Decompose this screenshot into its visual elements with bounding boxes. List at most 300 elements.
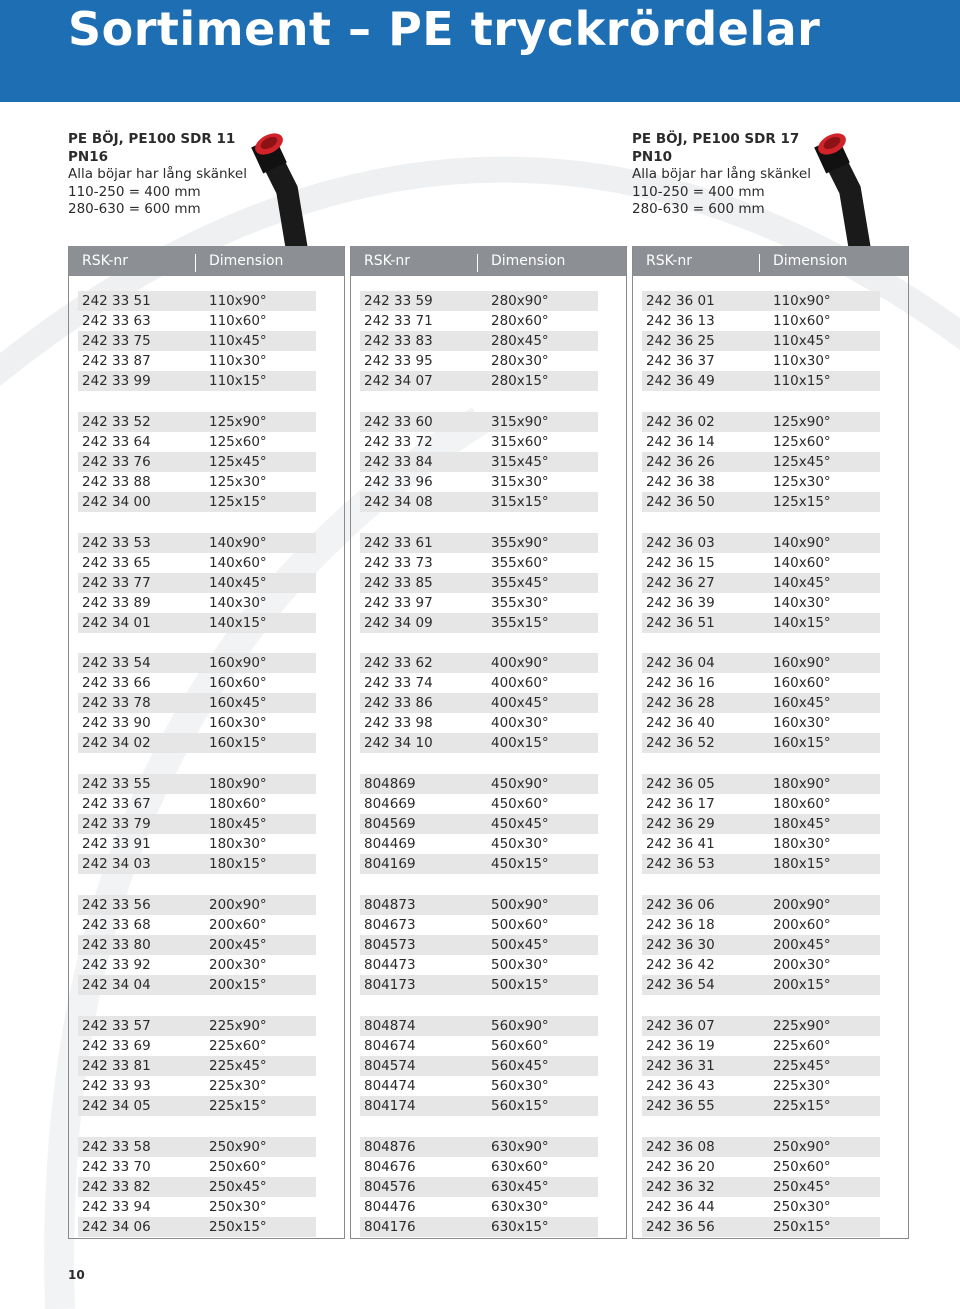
dimension-value: 355x30° xyxy=(491,594,549,611)
rsk-number: 242 36 08 xyxy=(646,1138,715,1155)
dimension-value: 125x30° xyxy=(209,473,267,490)
dimension-value: 225x60° xyxy=(209,1037,267,1054)
rsk-number: 804869 xyxy=(364,776,416,793)
dimension-value: 500x30° xyxy=(491,957,549,973)
rsk-number: 242 33 70 xyxy=(82,1158,151,1175)
rsk-number: 804573 xyxy=(364,937,416,953)
rsk-number: 242 33 82 xyxy=(82,1178,151,1195)
table-row xyxy=(642,693,880,713)
dimension-value: 110x45° xyxy=(209,333,267,349)
rsk-number: 242 33 77 xyxy=(82,574,151,591)
row-group xyxy=(360,1016,598,1116)
dimension-value: 355x60° xyxy=(491,554,549,571)
table-row xyxy=(78,492,316,512)
table-row xyxy=(642,794,880,814)
rsk-number: 242 33 79 xyxy=(82,816,151,833)
dimension-value: 250x60° xyxy=(773,1158,831,1175)
rsk-number: 242 33 74 xyxy=(364,675,433,692)
rsk-number: 804873 xyxy=(364,897,416,913)
table-row xyxy=(360,613,598,633)
rsk-number: 242 36 52 xyxy=(646,735,715,752)
row-group xyxy=(78,412,316,512)
rsk-number: 242 36 29 xyxy=(646,816,715,833)
table-row xyxy=(78,1016,316,1036)
rsk-number: 804876 xyxy=(364,1138,416,1155)
table-row xyxy=(642,1096,880,1116)
rsk-number: 242 36 50 xyxy=(646,493,715,510)
rsk-number: 804673 xyxy=(364,917,416,933)
dimension-value: 110x60° xyxy=(209,313,267,329)
dimension-value: 500x45° xyxy=(491,937,549,953)
product-title: PE BÖJ, PE100 SDR 11 xyxy=(68,131,236,147)
rsk-number: 242 33 88 xyxy=(82,473,151,490)
table-row xyxy=(360,693,598,713)
dimension-value: 225x45° xyxy=(773,1057,831,1074)
rsk-number: 242 33 86 xyxy=(364,695,433,712)
header-divider xyxy=(759,254,760,272)
dimension-value: 280x30° xyxy=(491,353,549,369)
dimension-value: 450x90° xyxy=(491,776,549,793)
table-row xyxy=(78,653,316,673)
dimension-value: 200x30° xyxy=(773,957,831,973)
dimension-value: 200x30° xyxy=(209,957,267,973)
rsk-number: 242 36 05 xyxy=(646,776,715,793)
table-row xyxy=(78,291,316,311)
table-row xyxy=(642,834,880,854)
table-row xyxy=(642,573,880,593)
table-row xyxy=(642,955,880,975)
rsk-number: 804569 xyxy=(364,816,416,833)
table-row xyxy=(360,774,598,794)
rsk-number: 242 33 57 xyxy=(82,1017,151,1034)
table-row xyxy=(78,733,316,753)
rsk-number: 804474 xyxy=(364,1077,416,1094)
page-title: Sortiment – PE tryckrördelar xyxy=(68,2,821,56)
table-row xyxy=(360,1217,598,1237)
row-group xyxy=(78,653,316,753)
rsk-number: 242 33 63 xyxy=(82,313,151,329)
rsk-number: 242 34 06 xyxy=(82,1218,151,1235)
pipe-bend-image xyxy=(808,128,893,253)
dimension-value: 180x30° xyxy=(209,836,267,853)
rsk-number: 242 33 60 xyxy=(364,413,433,430)
table-row xyxy=(360,834,598,854)
table-row xyxy=(642,1137,880,1157)
table-row xyxy=(78,975,316,995)
rsk-number: 242 33 95 xyxy=(364,353,433,369)
rsk-number: 242 36 02 xyxy=(646,413,715,430)
table-row xyxy=(78,935,316,955)
dimension-value: 630x45° xyxy=(491,1178,549,1195)
rsk-number: 242 36 53 xyxy=(646,856,715,873)
header-divider xyxy=(195,254,196,272)
rsk-number: 242 33 56 xyxy=(82,897,151,913)
dimension-value: 250x45° xyxy=(209,1178,267,1195)
table-row xyxy=(78,573,316,593)
table-row xyxy=(360,975,598,995)
table-row xyxy=(78,371,316,391)
rsk-number: 242 33 58 xyxy=(82,1138,151,1155)
dimension-value: 140x45° xyxy=(773,574,831,591)
rsk-number: 242 33 85 xyxy=(364,574,433,591)
rsk-number: 242 34 02 xyxy=(82,735,151,752)
rsk-number: 242 33 59 xyxy=(364,293,433,309)
dimension-value: 140x60° xyxy=(773,554,831,571)
dimension-value: 125x15° xyxy=(209,493,267,510)
rsk-number: 242 33 97 xyxy=(364,594,433,611)
rsk-number: 242 36 56 xyxy=(646,1218,715,1235)
rsk-number: 242 36 01 xyxy=(646,293,715,309)
table-row xyxy=(642,673,880,693)
table-row xyxy=(642,533,880,553)
rsk-number: 242 33 67 xyxy=(82,796,151,813)
rsk-number: 242 34 09 xyxy=(364,614,433,631)
rsk-number: 242 33 61 xyxy=(364,534,433,551)
dimension-value: 400x15° xyxy=(491,735,549,752)
table-row xyxy=(360,1036,598,1056)
rsk-number: 242 33 99 xyxy=(82,373,151,389)
table-row xyxy=(78,693,316,713)
rsk-number: 242 33 76 xyxy=(82,453,151,470)
dimension-value: 315x90° xyxy=(491,413,549,430)
table-row xyxy=(360,1177,598,1197)
pressure-class: PN10 xyxy=(632,148,672,165)
dimension-value: 560x30° xyxy=(491,1077,549,1094)
table-row xyxy=(360,794,598,814)
rsk-number: 242 33 72 xyxy=(364,433,433,450)
dimension-value: 225x15° xyxy=(209,1097,267,1114)
dimension-value: 225x30° xyxy=(209,1077,267,1094)
rsk-number: 242 36 04 xyxy=(646,655,715,672)
table-row xyxy=(642,653,880,673)
row-group xyxy=(78,1016,316,1116)
row-group xyxy=(78,774,316,874)
rsk-number: 804576 xyxy=(364,1178,416,1195)
table-column-1 xyxy=(68,246,345,1239)
dimension-value: 140x15° xyxy=(773,614,831,631)
dimension-value: 280x90° xyxy=(491,293,549,309)
rsk-number: 242 36 31 xyxy=(646,1057,715,1074)
rsk-number: 242 36 44 xyxy=(646,1198,715,1215)
product-intro-sdr11 xyxy=(68,131,247,219)
dimension-value: 225x90° xyxy=(209,1017,267,1034)
table-row xyxy=(78,1197,316,1217)
table-row xyxy=(78,1076,316,1096)
table-row xyxy=(360,955,598,975)
table-row xyxy=(78,351,316,371)
table-row xyxy=(360,854,598,874)
dimension-value: 450x15° xyxy=(491,856,549,873)
table-row xyxy=(360,472,598,492)
length-spec-1: 110-250 = 400 mm xyxy=(68,183,201,200)
dimension-value: 140x45° xyxy=(209,574,267,591)
rsk-number: 242 36 30 xyxy=(646,937,715,953)
dimension-value: 250x45° xyxy=(773,1178,831,1195)
table-row xyxy=(360,915,598,935)
dimension-value: 160x45° xyxy=(209,695,267,712)
row-group xyxy=(642,1137,880,1237)
table-row xyxy=(78,814,316,834)
dimension-value: 160x60° xyxy=(773,675,831,692)
table-row xyxy=(642,975,880,995)
rsk-number: 242 36 27 xyxy=(646,574,715,591)
dimension-value: 500x60° xyxy=(491,917,549,933)
rsk-number: 242 36 55 xyxy=(646,1097,715,1114)
rsk-number: 804676 xyxy=(364,1158,416,1175)
dimension-value: 125x60° xyxy=(209,433,267,450)
table-row xyxy=(78,452,316,472)
rsk-number: 242 33 66 xyxy=(82,675,151,692)
rsk-number: 804669 xyxy=(364,796,416,813)
dimension-value: 125x15° xyxy=(773,493,831,510)
table-row xyxy=(360,371,598,391)
table-header xyxy=(633,246,908,276)
rsk-number: 242 36 06 xyxy=(646,897,715,913)
rsk-number: 242 33 69 xyxy=(82,1037,151,1054)
table-row xyxy=(360,593,598,613)
dimension-value: 315x15° xyxy=(491,493,549,510)
dimension-value: 180x60° xyxy=(209,796,267,813)
product-note: Alla böjar har lång skänkel xyxy=(632,166,811,182)
table-row xyxy=(78,673,316,693)
table-row xyxy=(78,774,316,794)
dimension-value: 400x30° xyxy=(491,715,549,732)
table-row xyxy=(78,1036,316,1056)
rsk-number: 242 36 32 xyxy=(646,1178,715,1195)
rsk-number: 242 36 14 xyxy=(646,433,715,450)
table-row xyxy=(642,915,880,935)
table-row xyxy=(78,834,316,854)
table-row xyxy=(642,291,880,311)
dimension-value: 110x90° xyxy=(209,293,267,309)
dimension-value: 400x45° xyxy=(491,695,549,712)
rsk-number: 242 33 80 xyxy=(82,937,151,953)
row-group xyxy=(78,895,316,995)
table-row xyxy=(78,1056,316,1076)
row-group xyxy=(642,774,880,874)
pressure-class: PN16 xyxy=(68,148,108,165)
rsk-number: 242 33 68 xyxy=(82,917,151,933)
rsk-number: 242 36 51 xyxy=(646,614,715,631)
table-row xyxy=(78,1096,316,1116)
page-number: 10 xyxy=(68,1268,85,1282)
table-row xyxy=(78,955,316,975)
dimension-value: 140x60° xyxy=(209,554,267,571)
dimension-value: 225x15° xyxy=(773,1097,831,1114)
table-row xyxy=(78,472,316,492)
dimension-value: 110x15° xyxy=(209,373,267,389)
dimension-value: 110x90° xyxy=(773,293,831,309)
table-row xyxy=(642,814,880,834)
rsk-number: 242 34 01 xyxy=(82,614,151,631)
table-row xyxy=(360,412,598,432)
table-row xyxy=(360,432,598,452)
table-row xyxy=(360,814,598,834)
rsk-number: 242 36 19 xyxy=(646,1037,715,1054)
table-row xyxy=(642,1036,880,1056)
table-row xyxy=(360,733,598,753)
dimension-value: 450x45° xyxy=(491,816,549,833)
dimension-value: 180x60° xyxy=(773,796,831,813)
rsk-number: 242 33 64 xyxy=(82,433,151,450)
dimension-value: 315x45° xyxy=(491,453,549,470)
dimension-value: 140x30° xyxy=(773,594,831,611)
table-row xyxy=(642,854,880,874)
table-row xyxy=(642,331,880,351)
rsk-number: 242 33 98 xyxy=(364,715,433,732)
table-row xyxy=(360,452,598,472)
dimension-value: 140x90° xyxy=(773,534,831,551)
rsk-number: 242 33 75 xyxy=(82,333,151,349)
table-row xyxy=(360,291,598,311)
dimension-value: 125x30° xyxy=(773,473,831,490)
table-header xyxy=(351,246,626,276)
row-group xyxy=(360,653,598,753)
dimension-value: 250x90° xyxy=(209,1138,267,1155)
table-row xyxy=(360,573,598,593)
table-row xyxy=(642,733,880,753)
rsk-number: 242 33 81 xyxy=(82,1057,151,1074)
table-row xyxy=(360,1056,598,1076)
dimension-value: 160x90° xyxy=(773,655,831,672)
dimension-value: 160x60° xyxy=(209,675,267,692)
row-group xyxy=(642,533,880,633)
rsk-number: 242 34 08 xyxy=(364,493,433,510)
length-spec-2: 280-630 = 600 mm xyxy=(632,201,765,217)
rsk-number: 242 33 90 xyxy=(82,715,151,732)
dimension-value: 180x15° xyxy=(209,856,267,873)
dimension-value: 250x15° xyxy=(773,1218,831,1235)
length-spec-2: 280-630 = 600 mm xyxy=(68,201,201,217)
table-row xyxy=(360,895,598,915)
table-row xyxy=(78,1157,316,1177)
dimension-value: 225x45° xyxy=(209,1057,267,1074)
dimension-value: 500x15° xyxy=(491,977,549,993)
dimension-value: 125x60° xyxy=(773,433,831,450)
table-row xyxy=(78,1177,316,1197)
dimension-value: 180x90° xyxy=(209,776,267,793)
table-row xyxy=(78,613,316,633)
rsk-number: 804176 xyxy=(364,1218,416,1235)
table-row xyxy=(78,412,316,432)
table-row xyxy=(642,371,880,391)
rsk-number: 804874 xyxy=(364,1017,416,1034)
dimension-value: 125x90° xyxy=(773,413,831,430)
row-group xyxy=(78,291,316,391)
row-group xyxy=(360,774,598,874)
table-row xyxy=(360,311,598,331)
page-header xyxy=(0,0,960,102)
table-row xyxy=(642,1056,880,1076)
rsk-number: 242 36 17 xyxy=(646,796,715,813)
dimension-value: 160x15° xyxy=(773,735,831,752)
rsk-number: 242 33 51 xyxy=(82,293,151,309)
table-row xyxy=(642,935,880,955)
rsk-number: 242 34 03 xyxy=(82,856,151,873)
table-row xyxy=(642,311,880,331)
dimension-value: 400x90° xyxy=(491,655,549,672)
rsk-number: 242 33 78 xyxy=(82,695,151,712)
product-title: PE BÖJ, PE100 SDR 17 xyxy=(632,131,800,147)
length-spec-1: 110-250 = 400 mm xyxy=(632,183,765,200)
rsk-number: 804173 xyxy=(364,977,416,993)
dimension-value: 250x15° xyxy=(209,1218,267,1235)
rsk-number: 242 33 89 xyxy=(82,594,151,611)
dimension-value: 180x45° xyxy=(773,816,831,833)
dimension-value: 160x45° xyxy=(773,695,831,712)
table-row xyxy=(360,533,598,553)
rsk-number: 242 36 40 xyxy=(646,715,715,732)
dimension-value: 160x90° xyxy=(209,655,267,672)
rsk-number: 242 33 96 xyxy=(364,473,433,490)
rsk-number: 242 36 15 xyxy=(646,554,715,571)
dimension-value: 160x30° xyxy=(209,715,267,732)
rsk-number: 242 34 04 xyxy=(82,977,151,993)
rsk-number: 242 33 92 xyxy=(82,957,151,973)
row-group xyxy=(642,291,880,391)
dimension-value: 110x30° xyxy=(209,353,267,369)
dimension-value: 160x30° xyxy=(773,715,831,732)
rsk-number: 242 36 43 xyxy=(646,1077,715,1094)
table-row xyxy=(642,713,880,733)
dimension-value: 125x45° xyxy=(209,453,267,470)
table-row xyxy=(360,1197,598,1217)
table-row xyxy=(642,492,880,512)
dimension-value: 225x90° xyxy=(773,1017,831,1034)
dimension-value: 200x60° xyxy=(209,917,267,933)
table-row xyxy=(78,1217,316,1237)
rsk-number: 804476 xyxy=(364,1198,416,1215)
rsk-number: 242 36 41 xyxy=(646,836,715,853)
header-rsk-nr: RSK-nr xyxy=(364,253,411,269)
dimension-value: 225x30° xyxy=(773,1077,831,1094)
rsk-number: 242 34 07 xyxy=(364,373,433,389)
table-row xyxy=(78,331,316,351)
rsk-number: 242 33 62 xyxy=(364,655,433,672)
rsk-number: 242 33 65 xyxy=(82,554,151,571)
product-note: Alla böjar har lång skänkel xyxy=(68,166,247,182)
table-row xyxy=(642,1157,880,1177)
rsk-number: 242 36 25 xyxy=(646,333,715,349)
table-row xyxy=(642,895,880,915)
dimension-value: 450x60° xyxy=(491,796,549,813)
table-row xyxy=(360,331,598,351)
table-row xyxy=(78,432,316,452)
table-row xyxy=(78,593,316,613)
dimension-value: 140x15° xyxy=(209,614,267,631)
dimension-value: 200x45° xyxy=(773,937,831,953)
rsk-number: 242 33 52 xyxy=(82,413,151,430)
rsk-number: 242 33 53 xyxy=(82,534,151,551)
table-row xyxy=(78,533,316,553)
table-header xyxy=(69,246,344,276)
rsk-number: 804674 xyxy=(364,1037,416,1054)
table-row xyxy=(642,1217,880,1237)
rsk-number: 242 36 37 xyxy=(646,353,715,369)
rsk-number: 242 36 18 xyxy=(646,917,715,933)
rsk-number: 242 36 39 xyxy=(646,594,715,611)
dimension-value: 200x90° xyxy=(209,897,267,913)
rsk-number: 242 36 26 xyxy=(646,453,715,470)
table-row xyxy=(78,794,316,814)
table-column-2 xyxy=(350,246,627,1239)
dimension-value: 630x15° xyxy=(491,1218,549,1235)
header-divider xyxy=(477,254,478,272)
dimension-value: 125x45° xyxy=(773,453,831,470)
dimension-value: 560x60° xyxy=(491,1037,549,1054)
dimension-value: 315x60° xyxy=(491,433,549,450)
row-group xyxy=(78,533,316,633)
